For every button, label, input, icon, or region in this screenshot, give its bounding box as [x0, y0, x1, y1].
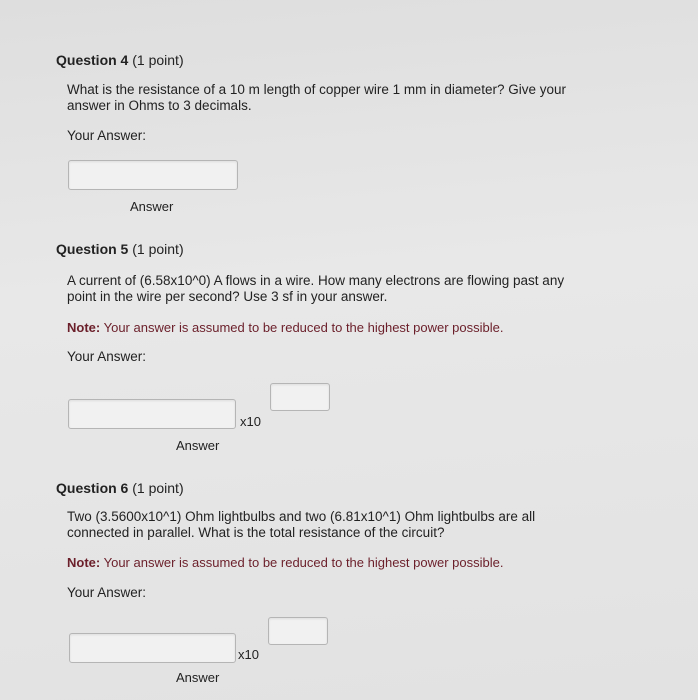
q5-x10-label: x10 — [240, 414, 261, 429]
q6-answer-label: Answer — [176, 670, 220, 685]
q5-number: Question 5 — [56, 241, 129, 257]
q5-note — [67, 320, 503, 335]
q6-note-label: Note: — [67, 555, 101, 570]
q5-points: (1 point) — [132, 241, 184, 257]
q4-your-answer-label: Your Answer: — [67, 128, 147, 143]
q6-note-text: Your answer is assumed to be reduced to the highest power possible. — [103, 555, 504, 570]
q5-mantissa-input[interactable] — [68, 399, 236, 429]
q4-text: What is the resistance of a 10 m length of copper wire 1 mm in diameter? Give your answer in Ohms to 3 decimals. — [67, 82, 566, 113]
q6-heading — [56, 480, 184, 496]
q6-points: (1 point) — [132, 480, 184, 496]
q5-answer-label: Answer — [176, 438, 220, 453]
q4-number: Question 4 — [56, 52, 129, 68]
q5-exponent-input[interactable] — [270, 383, 330, 411]
q5-heading — [56, 241, 184, 257]
q5-your-answer-label: Your Answer: — [67, 349, 147, 364]
q4-heading — [56, 52, 184, 68]
q6-number: Question 6 — [56, 480, 129, 496]
q5-note-text: Your answer is assumed to be reduced to the highest power possible. — [103, 320, 504, 335]
q5-note-label: Note: — [67, 320, 101, 335]
q6-your-answer-label: Your Answer: — [67, 585, 147, 600]
q6-text: Two (3.5600x10^1) Ohm lightbulbs and two (6.81x10^1) Ohm lightbulbs are all connected in parallel. What is the total resistance of the circuit? — [67, 509, 536, 540]
q4-points: (1 point) — [132, 52, 184, 68]
q6-mantissa-input[interactable] — [69, 633, 236, 663]
q6-note — [67, 555, 503, 570]
q4-answer-input[interactable] — [68, 160, 238, 190]
q5-text: A current of (6.58x10^0) A flows in a wire. How many electrons are flowing past any point in the wire per second? Use 3 sf in your answer. — [67, 273, 565, 304]
q6-exponent-input[interactable] — [268, 617, 328, 645]
q6-x10-label: x10 — [238, 647, 259, 662]
q4-answer-label: Answer — [130, 199, 174, 214]
